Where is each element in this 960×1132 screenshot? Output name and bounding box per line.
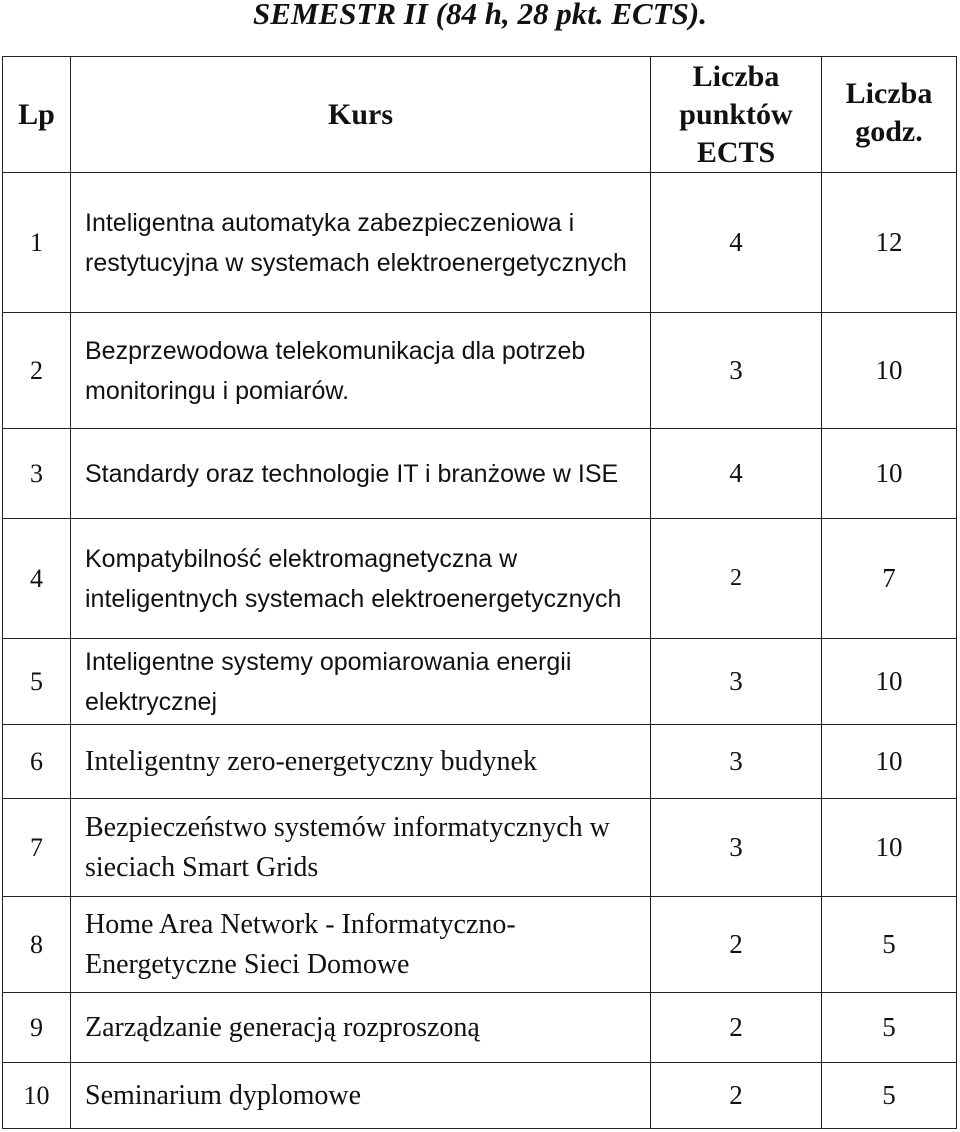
- row-ects: 4: [651, 429, 822, 519]
- table-row: [3, 897, 957, 993]
- table-row: [3, 725, 957, 799]
- table-row: [3, 313, 957, 429]
- row-lp: 6: [3, 725, 71, 799]
- table-row: [3, 993, 957, 1063]
- row-godz: 10: [822, 313, 957, 429]
- document-title: SEMESTR II (84 h, 28 pkt. ECTS).: [253, 0, 707, 31]
- row-godz: 10: [822, 799, 957, 897]
- row-godz: 7: [822, 519, 957, 639]
- row-kurs: Standardy oraz technologie IT i branżowe w ISE: [71, 429, 651, 519]
- row-godz: 5: [822, 897, 957, 993]
- row-godz: 10: [822, 429, 957, 519]
- header-godz: [822, 57, 957, 173]
- row-ects: 3: [651, 639, 822, 725]
- table-row: [3, 1063, 957, 1129]
- row-godz: 5: [822, 993, 957, 1063]
- row-ects: 2: [651, 993, 822, 1063]
- row-kurs: Inteligentne systemy opomiarowania energii elektrycznej: [71, 639, 651, 725]
- row-kurs: Bezprzewodowa telekomunikacja dla potrzeb monitoringu i pomiarów.: [71, 313, 651, 429]
- row-godz: 10: [822, 639, 957, 725]
- row-kurs: Home Area Network - Informatyczno-Energetyczne Sieci Domowe: [71, 897, 651, 993]
- header-row: [3, 57, 957, 173]
- header-lp: Lp: [3, 57, 71, 173]
- row-ects: 4: [651, 173, 822, 313]
- row-ects: 3: [651, 799, 822, 897]
- row-lp: 2: [3, 313, 71, 429]
- row-godz: 10: [822, 725, 957, 799]
- row-godz: 5: [822, 1063, 957, 1129]
- row-lp: 5: [3, 639, 71, 725]
- row-lp: 7: [3, 799, 71, 897]
- row-lp: 3: [3, 429, 71, 519]
- header-kurs: Kurs: [71, 57, 651, 173]
- header-ects: [651, 57, 822, 173]
- row-kurs: Bezpieczeństwo systemów informatycznych w sieciach Smart Grids: [71, 799, 651, 897]
- row-ects: 3: [651, 725, 822, 799]
- row-ects: 2: [651, 1063, 822, 1129]
- row-lp: 1: [3, 173, 71, 313]
- header-godz-line1: Liczba: [845, 77, 933, 110]
- table-row: [3, 173, 957, 313]
- row-kurs: Inteligentny zero-energetyczny budynek: [71, 725, 651, 799]
- row-godz: 12: [822, 173, 957, 313]
- row-ects: 3: [651, 313, 822, 429]
- row-kurs: Zarządzanie generacją rozproszoną: [71, 993, 651, 1063]
- row-lp: 4: [3, 519, 71, 639]
- row-kurs: Kompatybilność elektromagnetyczna w inteligentnych systemach elektroenergetycznych: [71, 519, 651, 639]
- table-row: [3, 639, 957, 725]
- header-ects-line1: Liczba: [692, 59, 780, 93]
- row-kurs: Seminarium dyplomowe: [71, 1063, 651, 1129]
- table-row: [3, 799, 957, 897]
- row-ects: 2: [651, 519, 822, 639]
- header-ects-line3: ECTS: [696, 135, 776, 169]
- header-ects-line2: punktów: [679, 97, 793, 131]
- row-lp: 8: [3, 897, 71, 993]
- header-godz-line2: godz.: [855, 115, 923, 148]
- course-table: [2, 56, 957, 1129]
- row-kurs: Inteligentna automatyka zabezpieczeniowa i restytucyjna w systemach elektroenergetycznych: [71, 173, 651, 313]
- row-lp: 9: [3, 993, 71, 1063]
- table-row: [3, 429, 957, 519]
- row-lp: 10: [3, 1063, 71, 1129]
- table-row: [3, 519, 957, 639]
- row-ects: 2: [651, 897, 822, 993]
